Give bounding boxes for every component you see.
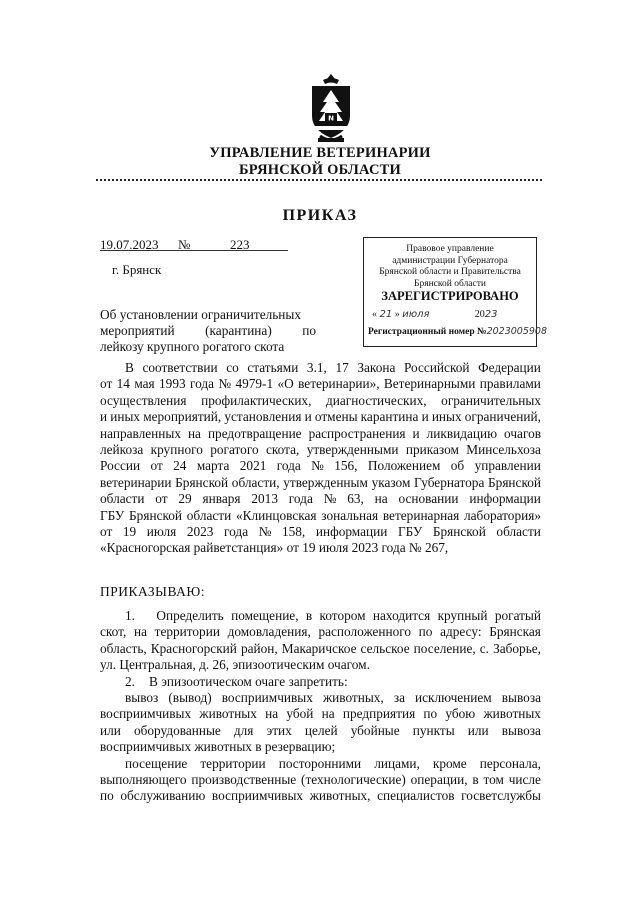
paragraph-line: и иных мероприятий, установления и отмены карантина и иных ограничений, [100, 409, 541, 425]
paragraph-line: осуществления профилактических, диагностических, ограничительных [100, 392, 541, 408]
item1-line: 1. Определить помещение, в котором находится крупный рогатый [125, 608, 541, 623]
header-divider [96, 179, 542, 181]
subject-word: по [302, 323, 316, 338]
svg-text:N: N [328, 114, 334, 123]
document-number: 223 [230, 237, 250, 252]
document-subject [100, 307, 316, 355]
stamp-date-month: июля [402, 308, 430, 320]
subject-word: мероприятий [100, 323, 175, 338]
paragraph-line: направленных на предотвращение распространения и ликвидацию очагов [100, 425, 541, 441]
paragraph-line: ГБУ Брянской области «Клинцовская зональная ветеринарная лаборатория» [100, 507, 541, 523]
item2-heading: 2. В эпизоотическом очаге запретить: [125, 673, 348, 689]
item1-line: область, Красногорский район, Макаричское сельское поселение, с. Заборье, [100, 640, 541, 656]
subitem2-line: выполняющего производственные (технологические) операции, в том числе [100, 772, 541, 788]
stamp-date: « 21 » июля 2023 [372, 308, 498, 320]
subitem2-line: по обслуживанию восприимчивых животных, специалистов госветслужбы [100, 788, 541, 804]
stamp-reg-number-value: 2023005908 [486, 326, 548, 337]
paragraph-line: от 19 июля 2023 года № 158, информации ГБУ Брянской области [100, 524, 541, 540]
city: г. Брянск [112, 262, 162, 277]
org-name-line1: УПРАВЛЕНИЕ ВЕТЕРИНАРИИ [209, 145, 431, 161]
subject-line [100, 323, 316, 339]
stamp-date-day: 21 [379, 308, 393, 320]
subject-line: Об установлении ограничительных [100, 307, 301, 322]
subitem1-line: или оборудованные для этих целей убойные пункты или вывоза [100, 722, 541, 738]
document-date: 19.07.2023 [100, 237, 159, 252]
paragraph-line: России от 24 марта 2021 года № 156, Положением об управлении [100, 458, 541, 474]
paragraph-line: ветеринарии Брянской области, утвержденным указом Губернатора Брянской [100, 474, 541, 490]
subject-line: лейкозу крупного рогатого скота [100, 339, 285, 354]
paragraph-line: «Красногорская райветстанция» от 19 июля 2023 года № 267, [100, 540, 449, 556]
subitem1-line: вывоз (вывод) восприимчивых животных, за исключением вывоза [125, 690, 541, 706]
stamp-registered: ЗАРЕГИСТРИРОВАНО [381, 289, 519, 303]
paragraph-line: лейкоза крупного рогатого скота, утвержденными приказом Минсельхоза [100, 442, 541, 458]
paragraph-line: В соответствии со статьями 3.1, 17 Закона Российской Федерации [125, 360, 541, 375]
subitem1-line: восприимчивых животных на убой на предприятия по убою животных [100, 706, 541, 722]
org-name-line2: БРЯНСКОЙ ОБЛАСТИ [239, 162, 401, 178]
subitem2-line: посещение территории посторонними лицами, кроме персонала, [125, 755, 541, 771]
stamp-line: Брянской области и Правительства [379, 267, 521, 277]
item-number: 1. [125, 608, 135, 623]
order-word: ПРИКАЗЫВАЮ: [100, 584, 205, 599]
stamp-line: Правовое управление [406, 244, 494, 254]
subitem1-line: восприимчивых животных в резервацию; [100, 739, 336, 755]
bryansk-coat-of-arms-icon [306, 72, 356, 146]
registration-stamp [363, 237, 548, 347]
preamble-paragraph [100, 360, 541, 557]
document-title: ПРИКАЗ [282, 207, 358, 224]
stamp-line: Брянской области [414, 278, 486, 289]
item1-line: ул. Центральная, д. 26, эпизоотическим очагом. [100, 657, 370, 673]
number-sign: № [178, 237, 191, 252]
stamp-reg-number: Регистрационный номер №2023005908 [368, 326, 548, 337]
stamp-line: администрации Губернатора [392, 255, 508, 266]
order-items [100, 608, 541, 805]
subject-word: (карантина) [205, 323, 272, 338]
paragraph-line: области от 29 января 2013 года № 63, на основании информации [100, 491, 541, 507]
item1-line: скот, на территории домовладения, расположенного по адресу: Брянская [100, 624, 541, 640]
paragraph-line: от 14 мая 1993 года № 4979-1 «О ветеринарии», Ветеринарными правилами [100, 376, 541, 392]
stamp-date-year: 23 [484, 308, 498, 320]
